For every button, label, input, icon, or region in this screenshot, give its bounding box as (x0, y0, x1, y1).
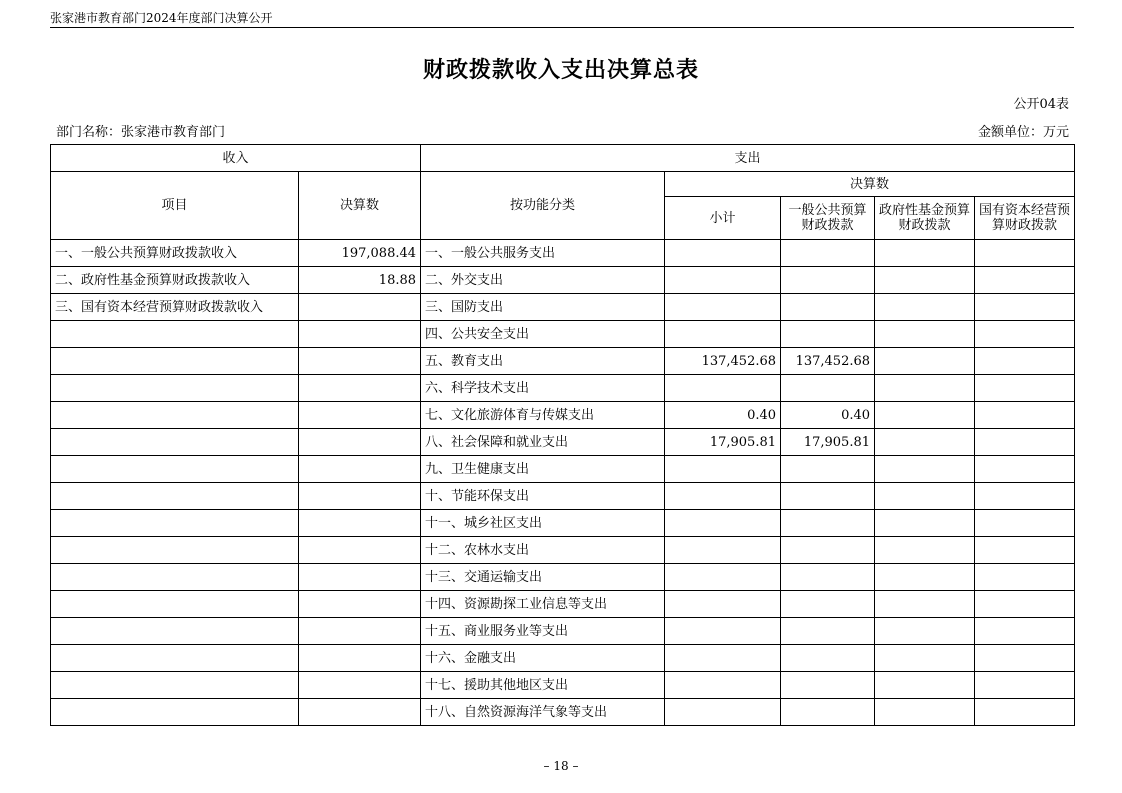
gov-fund-amount (875, 348, 975, 375)
expense-item: 七、文化旅游体育与传媒支出 (421, 402, 665, 429)
income-amount (299, 618, 421, 645)
table-row (51, 456, 1075, 483)
header-rule (50, 27, 1074, 28)
income-item (51, 402, 299, 429)
income-item (51, 564, 299, 591)
income-amount (299, 672, 421, 699)
state-capital-amount (975, 672, 1075, 699)
expense-item: 十三、交通运输支出 (421, 564, 665, 591)
gov-fund-amount (875, 321, 975, 348)
state-capital-amount (975, 267, 1075, 294)
expense-item: 十二、农林水支出 (421, 537, 665, 564)
expense-item: 十七、援助其他地区支出 (421, 672, 665, 699)
subtotal: 137,452.68 (665, 348, 781, 375)
subtotal (665, 321, 781, 348)
gov-fund-amount (875, 537, 975, 564)
income-item (51, 618, 299, 645)
income-amount (299, 294, 421, 321)
gov-fund-header: 政府性基金预算财政拨款 (875, 197, 975, 240)
subtotal (665, 645, 781, 672)
state-capital-amount (975, 348, 1075, 375)
general-budget-amount (781, 645, 875, 672)
state-capital-amount (975, 618, 1075, 645)
table-row (51, 591, 1075, 618)
table-row (51, 510, 1075, 537)
expense-item: 十四、资源勘探工业信息等支出 (421, 591, 665, 618)
running-header: 张家港市教育部门2024年度部门决算公开 (50, 11, 273, 25)
expense-item: 三、国防支出 (421, 294, 665, 321)
table-row (51, 672, 1075, 699)
table-code: 公开04表 (1013, 97, 1069, 112)
subtotal (665, 618, 781, 645)
income-item (51, 375, 299, 402)
table-row (51, 429, 1075, 456)
department-name: 部门名称：张家港市教育部门 (56, 125, 226, 140)
income-item (51, 591, 299, 618)
general-budget-amount (781, 564, 875, 591)
gov-fund-amount (875, 294, 975, 321)
gov-fund-amount (875, 456, 975, 483)
income-amount (299, 456, 421, 483)
subtotal (665, 672, 781, 699)
general-budget-amount (781, 375, 875, 402)
table-row (51, 699, 1075, 726)
expense-item: 八、社会保障和就业支出 (421, 429, 665, 456)
income-item: 一、一般公共预算财政拨款收入 (51, 240, 299, 267)
general-budget-amount (781, 321, 875, 348)
gov-fund-amount (875, 510, 975, 537)
state-capital-amount (975, 564, 1075, 591)
gov-fund-amount (875, 618, 975, 645)
income-item (51, 510, 299, 537)
expense-item: 十六、金融支出 (421, 645, 665, 672)
state-capital-amount (975, 375, 1075, 402)
income-item (51, 483, 299, 510)
state-capital-amount (975, 402, 1075, 429)
state-capital-amount (975, 510, 1075, 537)
income-amount (299, 429, 421, 456)
income-amount: 197,088.44 (299, 240, 421, 267)
expense-header: 支出 (421, 145, 1075, 172)
income-amount (299, 537, 421, 564)
state-capital-amount (975, 321, 1075, 348)
income-amount (299, 699, 421, 726)
income-item: 二、政府性基金预算财政拨款收入 (51, 267, 299, 294)
table-row (51, 618, 1075, 645)
table-row (51, 267, 1075, 294)
general-budget-amount (781, 537, 875, 564)
income-item (51, 537, 299, 564)
subtotal: 0.40 (665, 402, 781, 429)
table-row (51, 348, 1075, 375)
general-budget-amount (781, 510, 875, 537)
income-amount (299, 645, 421, 672)
income-amount (299, 483, 421, 510)
general-budget-amount: 17,905.81 (781, 429, 875, 456)
state-capital-amount (975, 483, 1075, 510)
income-amount (299, 321, 421, 348)
subtotal (665, 294, 781, 321)
budget-table (50, 144, 1075, 726)
subtotal (665, 456, 781, 483)
expense-item: 十一、城乡社区支出 (421, 510, 665, 537)
gov-fund-amount (875, 375, 975, 402)
table-row (51, 483, 1075, 510)
subtotal (665, 537, 781, 564)
gov-fund-amount (875, 645, 975, 672)
income-item (51, 456, 299, 483)
general-budget-amount: 137,452.68 (781, 348, 875, 375)
state-capital-amount (975, 429, 1075, 456)
subtotal (665, 240, 781, 267)
subtotal (665, 699, 781, 726)
subtotal (665, 267, 781, 294)
state-capital-amount (975, 699, 1075, 726)
income-item (51, 699, 299, 726)
amount-header: 决算数 (299, 172, 421, 240)
gov-fund-amount (875, 564, 975, 591)
state-capital-amount (975, 537, 1075, 564)
income-amount: 18.88 (299, 267, 421, 294)
table-row (51, 240, 1075, 267)
amount-unit: 金额单位：万元 (977, 125, 1069, 140)
gov-fund-amount (875, 267, 975, 294)
gov-fund-amount (875, 591, 975, 618)
general-budget-amount (781, 456, 875, 483)
subtotal (665, 591, 781, 618)
table-row (51, 321, 1075, 348)
state-capital-amount (975, 240, 1075, 267)
income-item (51, 672, 299, 699)
state-capital-amount (975, 294, 1075, 321)
general-budget-amount (781, 672, 875, 699)
page-title: 财政拨款收入支出决算总表 (422, 57, 699, 83)
expense-item: 十八、自然资源海洋气象等支出 (421, 699, 665, 726)
table-row (51, 537, 1075, 564)
expense-item: 六、科学技术支出 (421, 375, 665, 402)
income-amount (299, 564, 421, 591)
final-amount-header: 决算数 (665, 172, 1075, 197)
income-amount (299, 510, 421, 537)
gov-fund-amount (875, 240, 975, 267)
state-capital-header: 国有资本经营预算财政拨款 (975, 197, 1075, 240)
subtotal (665, 375, 781, 402)
table-row (51, 564, 1075, 591)
general-budget-amount (781, 483, 875, 510)
page-number: – 18 – (543, 759, 579, 773)
subtotal-header: 小计 (665, 197, 781, 240)
function-class-header: 按功能分类 (421, 172, 665, 240)
general-budget-amount (781, 240, 875, 267)
state-capital-amount (975, 456, 1075, 483)
income-amount (299, 348, 421, 375)
expense-item: 九、卫生健康支出 (421, 456, 665, 483)
income-item (51, 348, 299, 375)
gov-fund-amount (875, 429, 975, 456)
income-item: 三、国有资本经营预算财政拨款收入 (51, 294, 299, 321)
income-item (51, 321, 299, 348)
table-row (51, 645, 1075, 672)
general-budget-amount (781, 618, 875, 645)
table-row (51, 402, 1075, 429)
income-amount (299, 591, 421, 618)
expense-item: 二、外交支出 (421, 267, 665, 294)
expense-item: 十、节能环保支出 (421, 483, 665, 510)
gov-fund-amount (875, 672, 975, 699)
expense-item: 五、教育支出 (421, 348, 665, 375)
gov-fund-amount (875, 402, 975, 429)
income-header: 收入 (51, 145, 421, 172)
general-budget-amount (781, 591, 875, 618)
general-budget-amount (781, 294, 875, 321)
gov-fund-amount (875, 699, 975, 726)
general-budget-header: 一般公共预算财政拨款 (781, 197, 875, 240)
item-header: 项目 (51, 172, 299, 240)
subtotal (665, 564, 781, 591)
subtotal (665, 483, 781, 510)
expense-item: 十五、商业服务业等支出 (421, 618, 665, 645)
expense-item: 四、公共安全支出 (421, 321, 665, 348)
income-item (51, 429, 299, 456)
general-budget-amount (781, 699, 875, 726)
subtotal: 17,905.81 (665, 429, 781, 456)
subtotal (665, 510, 781, 537)
expense-item: 一、一般公共服务支出 (421, 240, 665, 267)
income-amount (299, 375, 421, 402)
income-item (51, 645, 299, 672)
gov-fund-amount (875, 483, 975, 510)
general-budget-amount: 0.40 (781, 402, 875, 429)
table-row (51, 294, 1075, 321)
income-amount (299, 402, 421, 429)
general-budget-amount (781, 267, 875, 294)
table-row (51, 375, 1075, 402)
state-capital-amount (975, 645, 1075, 672)
state-capital-amount (975, 591, 1075, 618)
